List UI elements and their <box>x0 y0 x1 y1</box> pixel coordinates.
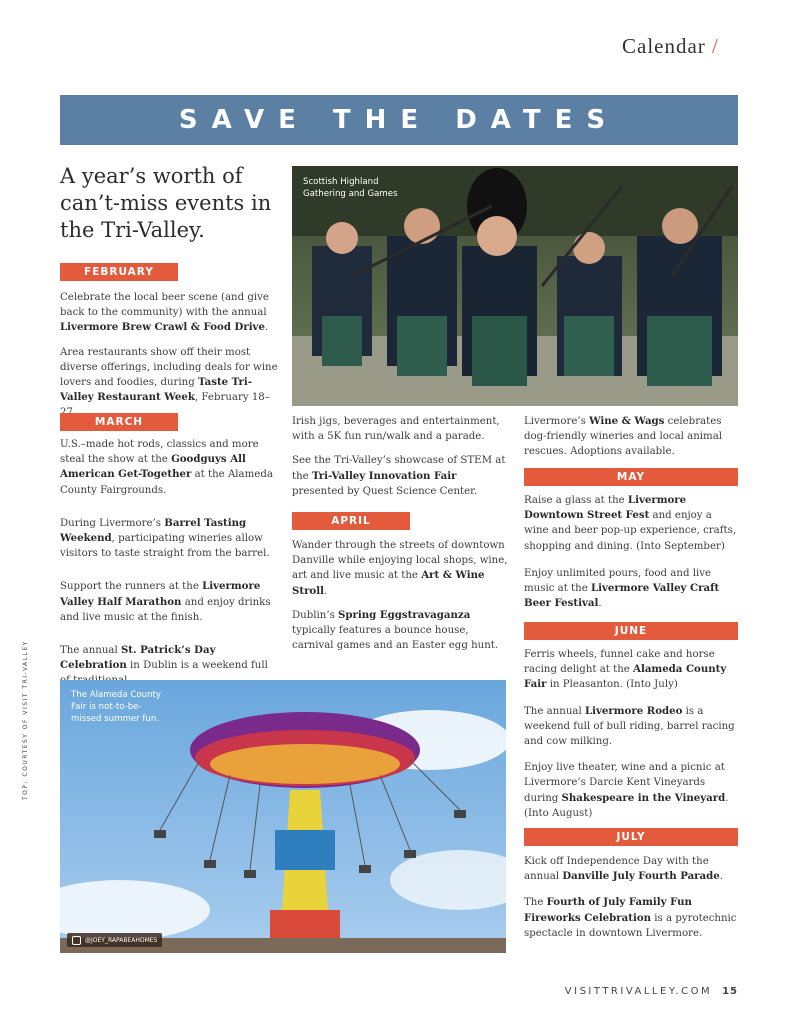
event-art-wine-stroll: Wander through the streets of downtown Danville while enjoying local shops, wine, art and live music at the Art & Wine Stroll. <box>292 540 508 597</box>
page-footer <box>565 986 738 997</box>
save-the-dates-banner <box>60 95 738 145</box>
event-barrel-tasting: During Livermore’s Barrel Tasting Weekend, participating wineries allow visitors to taste straight from the barrel. <box>60 516 270 560</box>
event-july-fourth-parade: Kick off Independence Day with the annual Danville July Fourth Parade. <box>524 856 724 883</box>
event-county-fair: Ferris wheels, funnel cake and horse racing delight at the Alameda County Fair in Pleasanton. (Into July) <box>524 649 727 691</box>
fair-swing-ride-photo <box>60 680 506 953</box>
event-wine-wags: Livermore’s Wine & Wags celebrates dog-friendly wineries and local animal rescues. Adoptions available. <box>524 415 723 458</box>
page-headline: A year’s worth of can’t-miss events in the Tri-Valley. <box>60 164 272 242</box>
footer-site: VISITTRIVALLEY.COM <box>564 986 713 997</box>
april-events-continued <box>524 414 738 469</box>
event-craft-beer-festival: Enjoy unlimited pours, food and live music at the Livermore Valley Craft Beer Festival. <box>524 567 720 610</box>
event-fireworks: The Fourth of July Family Fun Fireworks Celebration is a pyrotechnic spectacle in downtown Livermore. <box>524 896 737 939</box>
event-restaurant-week: Area restaurants show off their most diverse offerings, including deals for wine lovers and foodies, during Taste Tri-Valley Restaurant Week, February 18– <box>60 346 278 404</box>
may-events <box>524 493 738 620</box>
bagpipers-illustration <box>292 166 738 406</box>
month-april: APRIL <box>292 512 410 530</box>
event-innovation-fair: See the Tri-Valley’s showcase of STEM at the Tri-Valley Innovation Fair presented by Quest Science Center. <box>292 455 506 497</box>
photo-credit-handle <box>67 933 162 947</box>
march-events-continued <box>292 414 510 508</box>
event-half-marathon: Support the runners at the Livermore Valley Half Marathon and enjoy drinks and live music at the finish. <box>60 580 271 623</box>
event-st-patricks: The annual St. Patrick’s Day Celebration in Dublin is a weekend full <box>60 644 268 672</box>
february-events <box>60 290 278 430</box>
section-label <box>622 34 719 59</box>
event-st-patricks-continued: Irish jigs, beverages and entertainment, with a 5K fun run/walk and a parade. <box>292 416 500 443</box>
bagpipers-photo <box>292 166 738 406</box>
month-february: FEBRUARY <box>60 263 178 281</box>
event-goodguys: U.S.–made hot rods, classics and more steal the show at the Goodguys All American Get-Together at the Alameda County Fairgrounds. <box>60 439 273 496</box>
event-shakespeare: Enjoy live theater, wine and a picnic at Livermore’s Darcie Kent Vineyards during Shakespeare in the Vineyard. (Into August) <box>524 762 729 819</box>
banner-title: SAVE THE DATES <box>178 105 620 135</box>
july-events <box>524 854 738 950</box>
photo-credit: TOP: COURTESY OF VISIT TRI-VALLEY <box>22 640 29 800</box>
month-march: MARCH <box>60 413 178 431</box>
instagram-icon <box>72 936 81 945</box>
bottom-caption-line-1: The Alameda County <box>71 690 161 700</box>
month-june: JUNE <box>524 622 738 640</box>
bottom-caption-line-2: Fair is not-to-be- <box>71 702 142 712</box>
page-number: 15 <box>722 986 738 997</box>
event-brew-crawl: Celebrate the local beer scene (and give back to the community) with the annual Livermore Brew Crawl & Food Drive. <box>60 292 269 334</box>
month-july: JULY <box>524 828 738 846</box>
top-caption-line-2: Gathering and Games <box>303 189 398 199</box>
photo-handle-text: @JOEY_RAPABEAHOMES <box>85 936 158 944</box>
top-caption-line-1: Scottish Highland <box>303 177 379 187</box>
section-slash: / <box>712 34 719 58</box>
month-may: MAY <box>524 468 738 486</box>
june-events <box>524 647 738 830</box>
top-photo-caption <box>303 176 398 200</box>
event-eggstravaganza: Dublin’s Spring Eggstravaganza typically features a bounce house, carnival games and an Easter egg hunt. <box>292 608 499 652</box>
section-title: Calendar <box>622 34 706 58</box>
event-street-fest: Raise a glass at the Livermore Downtown Street Fest and enjoy a wine and beer pop-up experience, crafts, shopping and dining. (Into September) <box>524 494 737 552</box>
bottom-caption-line-3: missed summer fun. <box>71 714 160 724</box>
event-rodeo: The annual Livermore Rodeo is a weekend full of bull riding, barrel racing and cow milking. <box>524 704 735 748</box>
bottom-photo-caption <box>71 689 161 725</box>
march-events <box>60 437 278 698</box>
april-events <box>292 538 510 662</box>
